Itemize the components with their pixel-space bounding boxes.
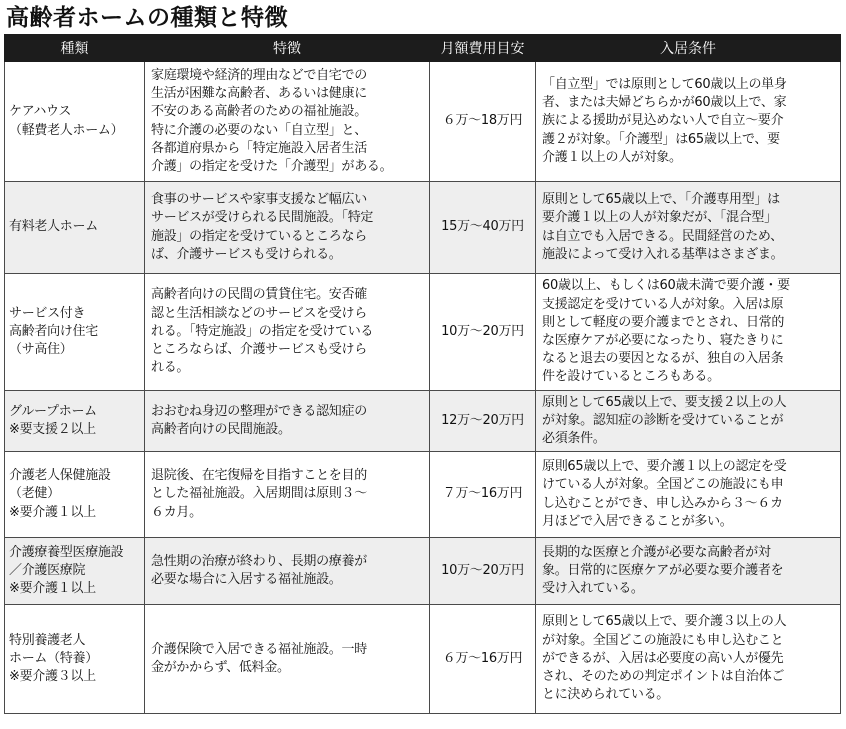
table-row bbox=[5, 452, 841, 538]
cell-cost: 10万～20万円 bbox=[430, 538, 536, 605]
cell-condition: 原則として65歳以上で、「介護専用型」は 要介護１以上の人が対象だが、「混合型」 は自立でも入居できる。民間経営のため、 施設によって受け入れる基準はさまざま。 bbox=[536, 182, 841, 274]
cell-cost: 12万～20万円 bbox=[430, 391, 536, 452]
cell-feature: 高齢者向けの民間の賃貸住宅。安否確 認と生活相談などのサービスを受けら れる。「特定施設」の指定を受けている ところならば、介護サービスも受けら れる。 bbox=[145, 274, 430, 391]
cell-type: 有料老人ホーム bbox=[5, 182, 145, 274]
cell-cost: 10万～20万円 bbox=[430, 274, 536, 391]
table-row bbox=[5, 182, 841, 274]
cell-feature: 退院後、在宅復帰を目指すことを目的 とした福祉施設。入居期間は原則３～ ６カ月。 bbox=[145, 452, 430, 538]
table-header-row bbox=[5, 35, 841, 62]
cell-cost: ６万～18万円 bbox=[430, 62, 536, 182]
cell-feature: 急性期の治療が終わり、長期の療養が 必要な場合に入居する福祉施設。 bbox=[145, 538, 430, 605]
cell-type: サービス付き 高齢者向け住宅 （サ高住） bbox=[5, 274, 145, 391]
cell-condition: 原則65歳以上で、要介護１以上の認定を受 けている人が対象。全国どこの施設にも申 し込むことができ、申し込みから３～６カ 月ほどで入居できることが多い。 bbox=[536, 452, 841, 538]
cell-cost: ７万～16万円 bbox=[430, 452, 536, 538]
cell-type: ケアハウス （軽費老人ホーム） bbox=[5, 62, 145, 182]
table-row bbox=[5, 538, 841, 605]
cell-condition: 原則として65歳以上で、要支援２以上の人 が対象。認知症の診断を受けていることが 必須条件。 bbox=[536, 391, 841, 452]
table-row bbox=[5, 274, 841, 391]
cell-cost: ６万～16万円 bbox=[430, 605, 536, 714]
header-cost: 月額費用目安 bbox=[430, 35, 536, 62]
cell-feature: 家庭環境や経済的理由などで自宅での 生活が困難な高齢者、あるいは健康に 不安のある高齢者のための福祉施設。 特に介護の必要のない「自立型」と、 各都道府県から「特定施設入居者生活 介護」の指定を受けた「介護型」がある。 bbox=[145, 62, 430, 182]
cell-condition: 長期的な医療と介護が必要な高齢者が対 象。日常的に医療ケアが必要な要介護者を 受け入れている。 bbox=[536, 538, 841, 605]
table-row bbox=[5, 605, 841, 714]
cell-feature: おおむね身辺の整理ができる認知症の 高齢者向けの民間施設。 bbox=[145, 391, 430, 452]
cell-condition: 60歳以上、もしくは60歳未満で要介護・要 支援認定を受けている人が対象。入居は原 則として軽度の要介護までとされ、日常的 な医療ケアが必要になったり、寝たきりに なると退去の要因となるが、独自の入居条 件を設けているところもある。 bbox=[536, 274, 841, 391]
cell-condition: 「自立型」では原則として60歳以上の単身 者、または夫婦どちらかが60歳以上で、家 族による援助が見込めない人で自立～要介 護２が対象。「介護型」は65歳以上で、要 介護１以上の人が対象。 bbox=[536, 62, 841, 182]
header-condition: 入居条件 bbox=[536, 35, 841, 62]
cell-type: 介護療養型医療施設 ／介護医療院 ※要介護１以上 bbox=[5, 538, 145, 605]
table-row bbox=[5, 391, 841, 452]
care-home-table bbox=[4, 34, 841, 714]
cell-type: グループホーム ※要支援２以上 bbox=[5, 391, 145, 452]
page-title: 高齢者ホームの種類と特徴 bbox=[6, 5, 288, 31]
cell-feature: 食事のサービスや家事支援など幅広い サービスが受けられる民間施設。「特定 施設」の指定を受けているところなら ば、介護サービスも受けられる。 bbox=[145, 182, 430, 274]
table-row bbox=[5, 62, 841, 182]
header-type: 種類 bbox=[5, 35, 145, 62]
cell-type: 介護老人保健施設 （老健） ※要介護１以上 bbox=[5, 452, 145, 538]
cell-condition: 原則として65歳以上で、要介護３以上の人 が対象。全国どこの施設にも申し込むこと ができるが、入居は必要度の高い人が優先 され、そのための判定ポイントは自治体ご とに決められている。 bbox=[536, 605, 841, 714]
cell-feature: 介護保険で入居できる福祉施設。一時 金がかからず、低料金。 bbox=[145, 605, 430, 714]
cell-type: 特別養護老人 ホーム（特養） ※要介護３以上 bbox=[5, 605, 145, 714]
cell-cost: 15万～40万円 bbox=[430, 182, 536, 274]
header-feature: 特徴 bbox=[145, 35, 430, 62]
